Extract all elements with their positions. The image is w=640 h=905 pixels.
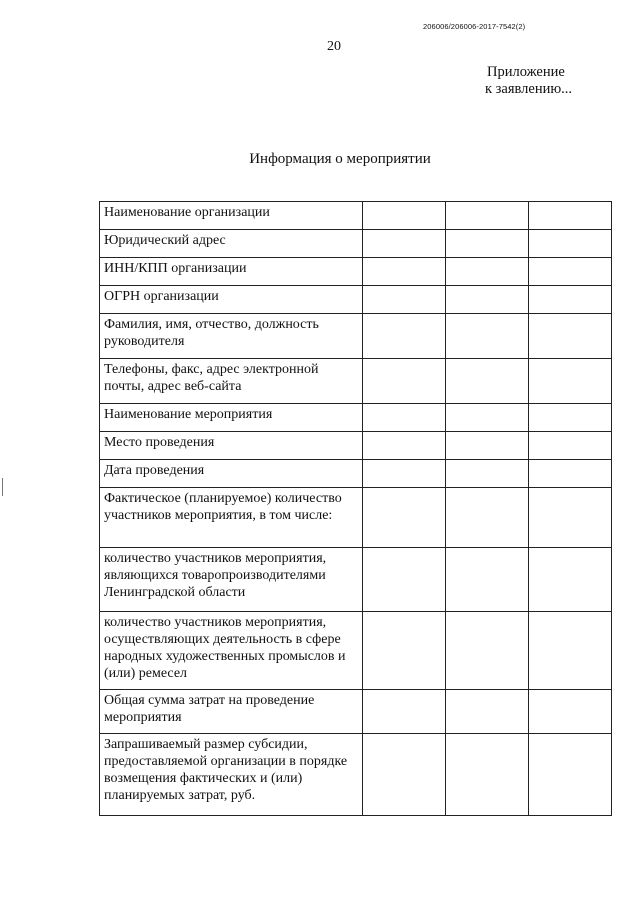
- empty-value-cell[interactable]: [363, 286, 446, 314]
- empty-value-cell[interactable]: [446, 432, 529, 460]
- table-row: [100, 404, 612, 432]
- empty-value-cell[interactable]: [446, 258, 529, 286]
- table-row: [100, 548, 612, 612]
- empty-value-cell[interactable]: [529, 548, 612, 612]
- empty-value-cell[interactable]: [446, 286, 529, 314]
- table-row: [100, 734, 612, 816]
- empty-value-cell[interactable]: [446, 690, 529, 734]
- page-title: Информация о мероприятии: [249, 151, 431, 167]
- row-label: количество участников мероприятия, являющихся товаропроизводителями Ленинградской области: [100, 548, 363, 612]
- empty-value-cell[interactable]: [529, 488, 612, 548]
- empty-value-cell[interactable]: [446, 230, 529, 258]
- table-row: [100, 460, 612, 488]
- row-label: Место проведения: [100, 432, 363, 460]
- empty-value-cell[interactable]: [529, 690, 612, 734]
- empty-value-cell[interactable]: [363, 230, 446, 258]
- annex-line-1: Приложение: [487, 64, 565, 80]
- table-row: [100, 202, 612, 230]
- table-row: [100, 432, 612, 460]
- empty-value-cell[interactable]: [529, 359, 612, 404]
- empty-value-cell[interactable]: [529, 734, 612, 816]
- annex-note: [487, 64, 607, 98]
- empty-value-cell[interactable]: [363, 612, 446, 690]
- empty-value-cell[interactable]: [529, 432, 612, 460]
- empty-value-cell[interactable]: [363, 548, 446, 612]
- empty-value-cell[interactable]: [446, 488, 529, 548]
- table-row: [100, 286, 612, 314]
- scan-edge-mark: [2, 478, 3, 496]
- empty-value-cell[interactable]: [529, 230, 612, 258]
- table-row: [100, 258, 612, 286]
- empty-value-cell[interactable]: [363, 690, 446, 734]
- row-label: Фактическое (планируемое) количество участников мероприятия, в том числе:: [100, 488, 363, 548]
- empty-value-cell[interactable]: [363, 314, 446, 359]
- page-number: 20: [327, 39, 341, 54]
- empty-value-cell[interactable]: [446, 202, 529, 230]
- empty-value-cell[interactable]: [529, 286, 612, 314]
- empty-value-cell[interactable]: [446, 404, 529, 432]
- table-row: [100, 690, 612, 734]
- row-label: Юридический адрес: [100, 230, 363, 258]
- row-label: Фамилия, имя, отчество, должность руководителя: [100, 314, 363, 359]
- row-label: количество участников мероприятия, осуществляющих деятельность в сфере народных художественных промыслов и (или) ремесел: [100, 612, 363, 690]
- row-label: Дата проведения: [100, 460, 363, 488]
- empty-value-cell[interactable]: [446, 548, 529, 612]
- empty-value-cell[interactable]: [363, 734, 446, 816]
- empty-value-cell[interactable]: [363, 404, 446, 432]
- empty-value-cell[interactable]: [529, 314, 612, 359]
- empty-value-cell[interactable]: [529, 404, 612, 432]
- document-id: 206006/206006-2017-7542(2): [423, 22, 526, 31]
- empty-value-cell[interactable]: [529, 460, 612, 488]
- table-row: [100, 230, 612, 258]
- row-label: ИНН/КПП организации: [100, 258, 363, 286]
- event-info-table-body: [100, 202, 612, 816]
- empty-value-cell[interactable]: [363, 258, 446, 286]
- row-label: Наименование мероприятия: [100, 404, 363, 432]
- empty-value-cell[interactable]: [446, 734, 529, 816]
- table-row: [100, 612, 612, 690]
- empty-value-cell[interactable]: [446, 359, 529, 404]
- empty-value-cell[interactable]: [529, 202, 612, 230]
- annex-line-2: к заявлению...: [485, 81, 573, 97]
- row-label: Наименование организации: [100, 202, 363, 230]
- empty-value-cell[interactable]: [363, 359, 446, 404]
- empty-value-cell[interactable]: [446, 612, 529, 690]
- empty-value-cell[interactable]: [446, 314, 529, 359]
- row-label: Общая сумма затрат на проведение мероприятия: [100, 690, 363, 734]
- empty-value-cell[interactable]: [446, 460, 529, 488]
- row-label: Запрашиваемый размер субсидии, предоставляемой организации в порядке возмещения фактических и (или) планируемых затрат, руб.: [100, 734, 363, 816]
- table-row: [100, 359, 612, 404]
- empty-value-cell[interactable]: [363, 460, 446, 488]
- row-label: Телефоны, факс, адрес электронной почты, адрес веб-сайта: [100, 359, 363, 404]
- table-row: [100, 488, 612, 548]
- empty-value-cell[interactable]: [363, 432, 446, 460]
- empty-value-cell[interactable]: [529, 612, 612, 690]
- event-info-table: [99, 201, 612, 816]
- row-label: ОГРН организации: [100, 286, 363, 314]
- empty-value-cell[interactable]: [363, 202, 446, 230]
- empty-value-cell[interactable]: [363, 488, 446, 548]
- empty-value-cell[interactable]: [529, 258, 612, 286]
- table-row: [100, 314, 612, 359]
